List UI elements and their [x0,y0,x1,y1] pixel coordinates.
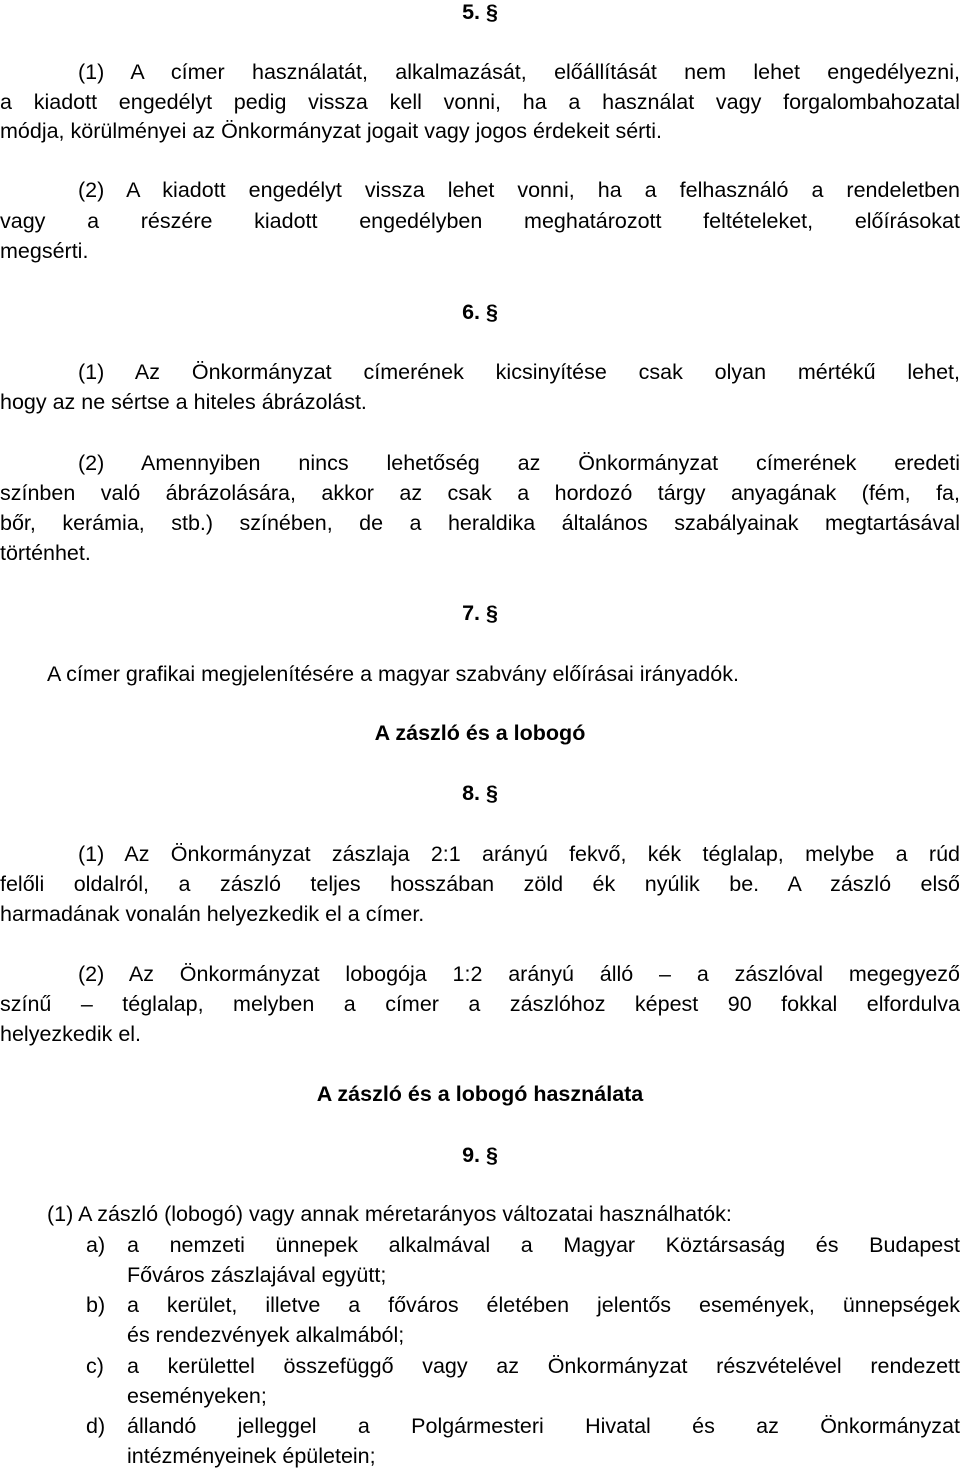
list-item-d-line-2: intézményeinek épületein; [127,1444,376,1468]
section-8-paragraph-2-line-2: színű – téglalap, melyben a címer a zászlóhoz képest 90 fokkal elfordulva [0,992,960,1016]
section-8-heading: 8. § [462,781,498,805]
section-7-paragraph-1: A címer grafikai megjelenítésére a magyar szabvány előírásai irányadók. [47,662,739,686]
section-6-paragraph-1-line-1: (1) Az Önkormányzat címerének kicsinyítése csak olyan mértékű lehet, [78,360,960,384]
section-8-paragraph-2-line-3: helyezkedik el. [0,1022,142,1046]
section-8-paragraph-2-line-1: (2) Az Önkormányzat lobogója 1:2 arányú álló – a zászlóval megegyező [78,962,960,986]
section-5-paragraph-2-line-3: megsérti. [0,239,89,263]
section-6-paragraph-2-line-2: színben való ábrázolására, akkor az csak a hordozó tárgy anyagának (fém, fa, [0,481,960,505]
section-6-paragraph-2-line-4: történhet. [0,541,91,565]
list-item-a-line-1: a nemzeti ünnepek alkalmával a Magyar Köztársaság és Budapest [127,1233,960,1257]
list-item-d-line-1: állandó jelleggel a Polgármesteri Hivatal és az Önkormányzat [127,1414,960,1438]
section-7-heading: 7. § [462,601,498,625]
section-8-paragraph-1-line-1: (1) Az Önkormányzat zászlaja 2:1 arányú fekvő, kék téglalap, melybe a rúd [78,842,960,866]
section-8-paragraph-1-line-3: harmadának vonalán helyezkedik el a címer. [0,902,425,926]
list-item-d-label: d) [86,1414,106,1438]
section-6-heading: 6. § [462,300,498,324]
section-6-paragraph-2-line-1: (2) Amennyiben nincs lehetőség az Önkormányzat címerének eredeti [78,451,960,475]
section-9-heading: 9. § [462,1143,498,1167]
section-5-paragraph-2-line-2: vagy a részére kiadott engedélyben meghatározott feltételeket, előírásokat [0,209,960,233]
chapter-flag-title: A zászló és a lobogó [374,721,586,745]
list-item-b-line-2: és rendezvények alkalmából; [127,1323,405,1347]
section-5-paragraph-1-line-3: módja, körülményei az Önkormányzat jogait vagy jogos érdekeit sérti. [0,119,663,143]
section-5-paragraph-1-line-2: a kiadott engedélyt pedig vissza kell vonni, ha a használat vagy forgalombahozatal [0,90,960,114]
list-item-c-label: c) [86,1354,104,1378]
section-9-intro: (1) A zászló (lobogó) vagy annak méretarányos változatai használhatók: [47,1202,732,1226]
section-6-paragraph-2-line-3: bőr, kerámia, stb.) színében, de a heraldika általános szabályainak megtartásával [0,511,960,535]
section-6-paragraph-1-line-2: hogy az ne sértse a hiteles ábrázolást. [0,390,367,414]
section-5-heading: 5. § [462,0,498,24]
list-item-b-line-1: a kerület, illetve a főváros életében jelentős események, ünnepségek [127,1293,960,1317]
list-item-c-line-2: eseményeken; [127,1384,267,1408]
list-item-b-label: b) [86,1293,106,1317]
section-5-paragraph-1-line-1: (1) A címer használatát, alkalmazását, előállítását nem lehet engedélyezni, [78,60,960,84]
list-item-c-line-1: a kerülettel összefüggő vagy az Önkormányzat részvételével rendezett [127,1354,960,1378]
list-item-a-line-2: Főváros zászlajával együtt; [127,1263,387,1287]
list-item-a-label: a) [86,1233,106,1257]
chapter-flag-use-title: A zászló és a lobogó használata [316,1082,644,1106]
section-8-paragraph-1-line-2: felőli oldalról, a zászló teljes hosszában zöld ék nyúlik be. A zászló első [0,872,960,896]
section-5-paragraph-2-line-1: (2) A kiadott engedélyt vissza lehet vonni, ha a felhasználó a rendeletben [78,178,960,202]
